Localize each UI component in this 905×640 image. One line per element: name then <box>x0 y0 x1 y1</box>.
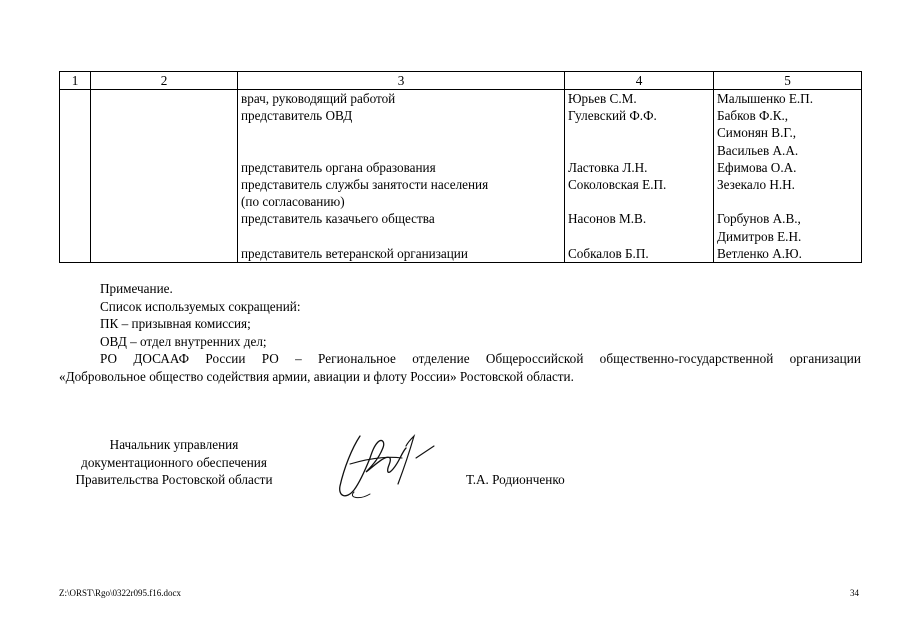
footer-file-path: Z:\ORST\Rgo\0322r095.f16.docx <box>59 588 181 598</box>
cell-line: Ефимова О.А. <box>717 159 797 175</box>
column-header: 4 <box>565 72 714 90</box>
column-header: 5 <box>714 72 862 90</box>
cell-line <box>241 124 564 141</box>
signatory-line: Начальник управления <box>109 437 239 452</box>
cell-line <box>241 142 564 159</box>
cell-line: Собкалов Б.П. <box>568 245 649 261</box>
cell-line: Васильев А.А. <box>717 142 799 158</box>
cell-line: Малышенко Е.П. <box>717 91 814 106</box>
cell-line: представитель службы занятости населения <box>241 177 489 193</box>
signatory-name: Т.А. Родионченко <box>466 472 565 487</box>
note-item <box>59 350 861 368</box>
cell-line: врач, руководящий работой <box>241 91 396 106</box>
cell-line: (по согласованию) <box>241 194 345 210</box>
table-cell-col1 <box>60 90 91 263</box>
table-cell-reserve <box>714 90 862 263</box>
cell-line <box>241 228 564 245</box>
note-long-line1: РО ДОСААФ России РО – Региональное отделение Общероссийской общественно-государственной организации <box>100 351 861 366</box>
cell-line <box>568 193 713 210</box>
document-table <box>59 71 862 263</box>
cell-line: Гулевский Ф.Ф. <box>568 108 657 124</box>
note-subtitle: Список используемых сокращений: <box>100 298 301 314</box>
note-item: ОВД – отдел внутренних дел; <box>100 333 267 349</box>
note-item: ПК – призывная комиссия; <box>100 316 251 331</box>
signatory-title <box>61 436 287 489</box>
cell-line <box>568 142 713 159</box>
cell-line: представитель ветеранской организации <box>241 245 468 261</box>
column-header: 1 <box>60 72 91 90</box>
table-cell-col2 <box>91 90 238 263</box>
signatory-line: документационного обеспечения <box>81 454 267 470</box>
cell-line: представитель органа образования <box>241 159 436 175</box>
cell-line <box>568 124 713 141</box>
column-header: 3 <box>238 72 565 90</box>
column-header: 2 <box>91 72 238 90</box>
note-section <box>59 280 861 385</box>
cell-line: представитель казачьего общества <box>241 211 435 227</box>
table-cell-position <box>238 90 565 263</box>
cell-line: Зезекало Н.Н. <box>717 177 795 193</box>
cell-line: Симонян В.Г., <box>717 125 797 141</box>
table-row <box>60 90 862 263</box>
cell-line: представитель ОВД <box>241 108 353 124</box>
cell-line: Юрьев С.М. <box>568 91 637 106</box>
cell-line: Димитров Е.Н. <box>717 228 802 244</box>
cell-line: Ветленко А.Ю. <box>717 245 802 261</box>
cell-line: Горбунов А.В., <box>717 211 801 227</box>
cell-line <box>717 193 861 210</box>
cell-line: Ластовка Л.Н. <box>568 159 648 175</box>
note-title: Примечание. <box>100 281 173 296</box>
cell-line <box>568 228 713 245</box>
cell-line: Соколовская Е.П. <box>568 177 667 193</box>
table-cell-primary <box>565 90 714 263</box>
signatory-line: Правительства Ростовской области <box>75 472 273 487</box>
table-header-row <box>60 72 862 90</box>
page-number: 34 <box>850 588 859 598</box>
handwritten-signature <box>330 428 440 508</box>
cell-line: Насонов М.В. <box>568 211 647 227</box>
note-item-continuation: «Добровольное общество содействия армии, авиации и флоту России» Ростовской области. <box>59 368 574 384</box>
cell-line: Бабков Ф.К., <box>717 108 789 124</box>
